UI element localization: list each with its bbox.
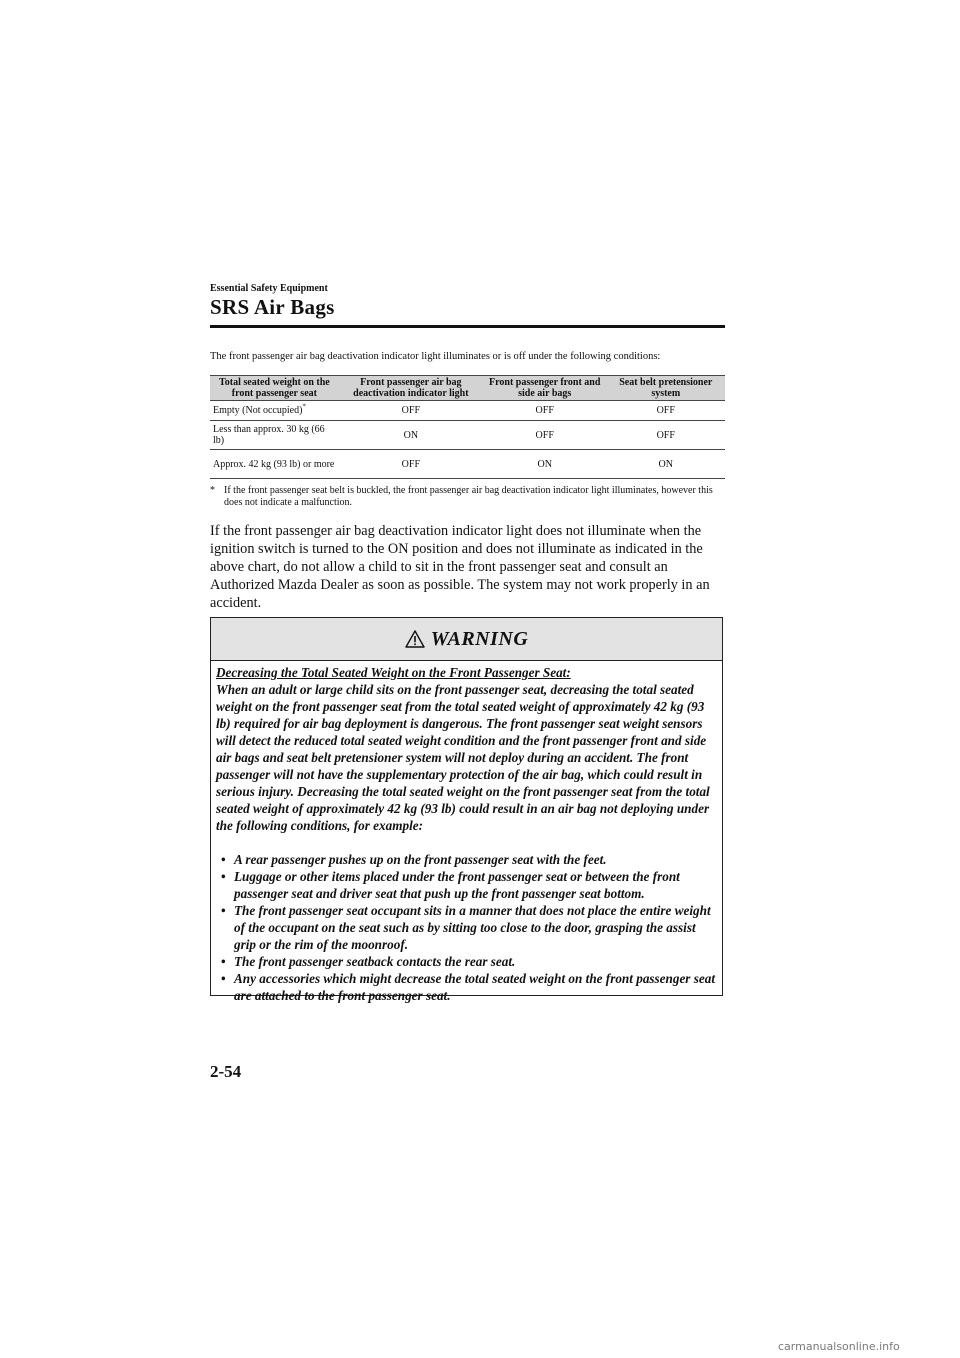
table-cell: ON — [483, 450, 607, 479]
page-number: 2-54 — [210, 1062, 242, 1081]
bullet: • — [221, 869, 226, 884]
bullet: • — [221, 852, 226, 867]
table-header-row — [210, 376, 725, 401]
footnote-text: If the front passenger seat belt is buckled, the front passenger air bag deactivation indicator light illuminates, however this does not indicate a malfunction. — [224, 485, 713, 508]
warning-title: WARNING — [430, 627, 529, 650]
warning-triangle-icon — [405, 630, 425, 648]
table-cell: OFF — [483, 401, 607, 421]
cell-text: Empty (Not occupied) — [213, 405, 303, 416]
list-item — [216, 953, 718, 970]
table-cell: Approx. 42 kg (93 lb) or more — [210, 450, 339, 479]
warning-box — [210, 617, 723, 1003]
table-cell: OFF — [483, 421, 607, 450]
column-header: Total seated weight on the front passenger seat — [210, 376, 339, 401]
list-item-text: A rear passenger pushes up on the front passenger seat with the feet. — [234, 852, 607, 867]
list-item-text: Any accessories which might decrease the total seated weight on the front passenger seat are attached to the front passenger seat. — [234, 971, 715, 1003]
list-item — [216, 851, 718, 868]
list-item — [216, 970, 718, 1004]
footnote-marker: * — [210, 485, 215, 496]
bullet: • — [221, 903, 226, 918]
warning-list — [216, 851, 718, 1004]
warning-text: When an adult or large child sits on the front passenger seat, decreasing the total seated weight on the front passenger seat from the total seated weight of approximately 42 kg (93 lb) required for air bag deployment is dangerous. The front passenger seat weight sensors will detect the reduced total seated weight condition and the front passenger front and side air bags and seat belt pretensioner system will not deploy during an accident. The front passenger will not have the supplementary protection of the air bag, which could result in serious injury. Decreasing the total seated weight on the front passenger seat from the total seated weight of approximately 42 kg (93 lb) could result in an air bag not deploying under the following conditions, for example: — [216, 682, 710, 833]
table-cell: OFF — [339, 401, 483, 421]
table-row — [210, 450, 725, 479]
table-cell: OFF — [339, 450, 483, 479]
bullet: • — [221, 971, 226, 986]
footnote-marker: * — [302, 402, 306, 411]
table-cell: OFF — [607, 401, 725, 421]
table-row — [210, 421, 725, 450]
list-item-text: The front passenger seatback contacts the rear seat. — [234, 954, 516, 969]
table-cell: Less than approx. 30 kg (66 lb) — [210, 421, 339, 450]
bullet: • — [221, 954, 226, 969]
list-item-text: Luggage or other items placed under the front passenger seat or between the front passenger seat and driver seat that push up the front passenger seat bottom. — [234, 869, 680, 901]
column-header: Seat belt pretensioner system — [607, 376, 725, 401]
column-header: Front passenger front and side air bags — [483, 376, 607, 401]
column-header: Front passenger air bag deactivation indicator light — [339, 376, 483, 401]
table-row — [210, 401, 725, 421]
conditions-table — [210, 375, 725, 479]
page-title: SRS Air Bags — [210, 295, 335, 319]
table-footnote — [210, 485, 725, 509]
warning-body — [211, 661, 722, 1004]
title-rule — [210, 325, 725, 328]
list-item — [216, 902, 718, 953]
table-cell: ON — [607, 450, 725, 479]
table-cell: OFF — [607, 421, 725, 450]
warning-heading: Decreasing the Total Seated Weight on the Front Passenger Seat: — [216, 665, 571, 680]
table-cell — [210, 401, 339, 421]
section-label: Essential Safety Equipment — [210, 283, 328, 294]
table-cell: ON — [339, 421, 483, 450]
body-paragraph: If the front passenger air bag deactivation indicator light does not illuminate when the ignition switch is turned to the ON position and does not illuminate as indicated in the above chart, do not allow a child to sit in the front passenger seat and consult an Authorized Mazda Dealer as soon as possible. The system may not work properly in an accident. — [210, 523, 710, 611]
watermark-link[interactable]: carmanualsonline.info — [778, 1340, 900, 1353]
list-item-text: The front passenger seat occupant sits in a manner that does not place the entire weight of the occupant on the seat such as by sitting too close to the door, grasping the assist grip or the rim of the moonroof. — [234, 903, 711, 952]
list-item — [216, 868, 718, 902]
warning-header — [211, 618, 722, 661]
intro-text: The front passenger air bag deactivation indicator light illuminates or is off under the following conditions: — [210, 351, 661, 362]
